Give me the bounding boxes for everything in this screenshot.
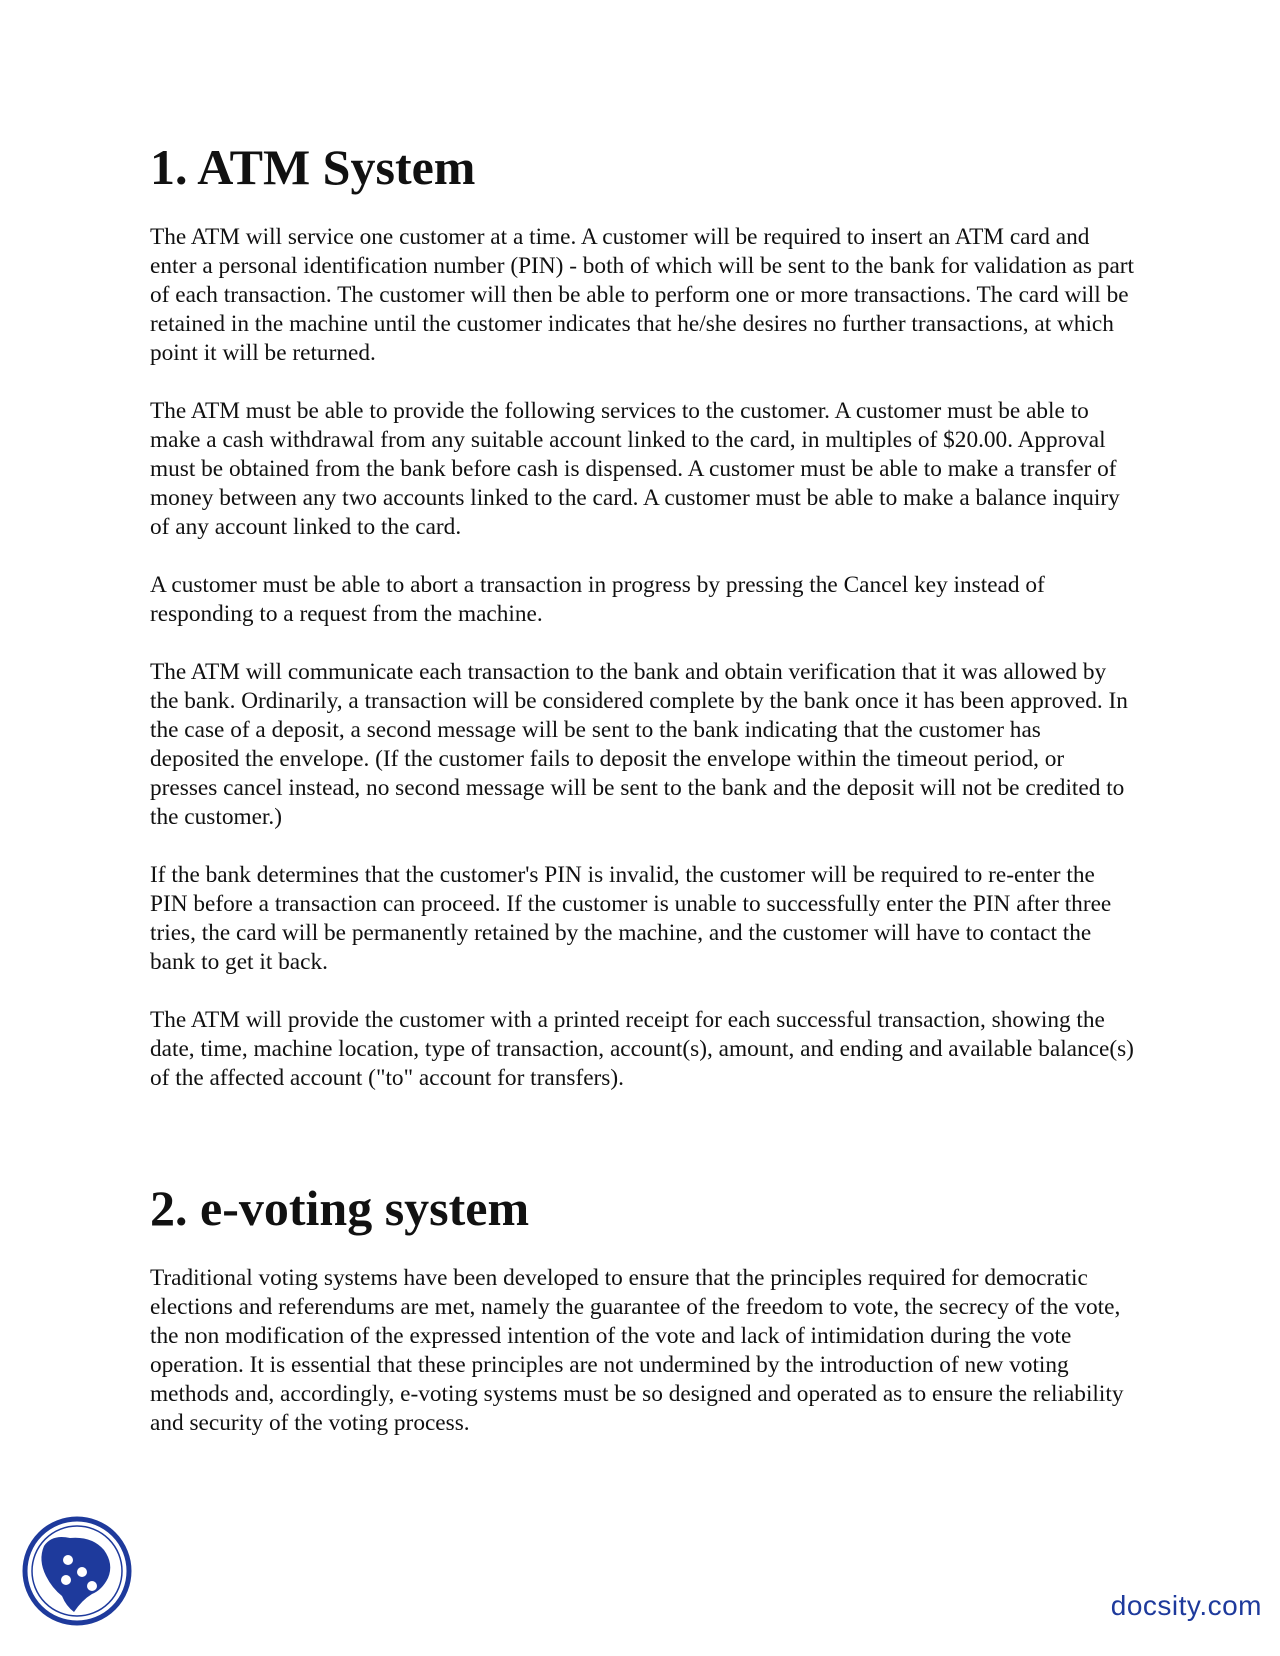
section-1-paragraph: The ATM will service one customer at a time. A customer will be required to insert an ATM card and enter a personal identification number (PIN) - both of which will be sent to the bank for validation as part of each transaction. The customer will then be able to perform one or more transactions. The card will be retained in the machine until the customer indicates that he/she desires no further transactions, at which point it will be returned. — [150, 224, 1135, 366]
section-1-paragraph: The ATM will communicate each transaction to the bank and obtain verification that it was allowed by the bank. Ordinarily, a transaction will be considered complete by the bank once it has been approved. In the case of a deposit, a second message will be sent to the bank indicating that the customer has deposited the envelope. (If the customer fails to deposit the envelope within the timeout period, or presses cancel instead, no second message will be sent to the bank and the deposit will not be credited to the customer.) — [150, 659, 1128, 830]
section-1-paragraph: The ATM must be able to provide the following services to the customer. A customer must be able to make a cash withdrawal from any suitable account linked to the card, in multiples of $20.00. Approval must be obtained from the bank before cash is dispensed. A customer must be able to make a transfer of money between any two accounts linked to the card. A customer must be able to make a balance inquiry of any account linked to the card. — [150, 398, 1120, 540]
section-2-title: 2. e-voting system — [150, 1180, 530, 1236]
section-1-paragraph: If the bank determines that the customer's PIN is invalid, the customer will be required to re-enter the PIN before a transaction can proceed. If the customer is unable to successfully enter the PIN after three tries, the card will be permanently retained by the machine, and the customer will have to contact the bank to get it back. — [150, 862, 1112, 975]
section-1-paragraph: The ATM will provide the customer with a printed receipt for each successful transaction, showing the date, time, machine location, type of transaction, account(s), amount, and ending and available balance(s) of the affected account ("to" account for transfers). — [150, 1007, 1134, 1091]
section-1-title: 1. ATM System — [150, 139, 476, 195]
section-1-paragraph: A customer must be able to abort a transaction in progress by pressing the Cancel key instead of responding to a request from the machine. — [150, 572, 1045, 627]
docsity-logo-icon[interactable] — [22, 1516, 132, 1626]
document-page — [150, 140, 1135, 1467]
docsity-brand-link[interactable]: docsity.com — [1110, 1590, 1262, 1621]
section-2-paragraph: Traditional voting systems have been developed to ensure that the principles required for democratic elections and referendums are met, namely the guarantee of the freedom to vote, the secrecy of the vote, the non modification of the expressed intention of the vote and lack of intimidation during the vote operation. It is essential that these principles are not undermined by the introduction of new voting methods and, accordingly, e-voting systems must be so designed and operated as to ensure the reliability and security of the voting process. — [150, 1265, 1124, 1436]
